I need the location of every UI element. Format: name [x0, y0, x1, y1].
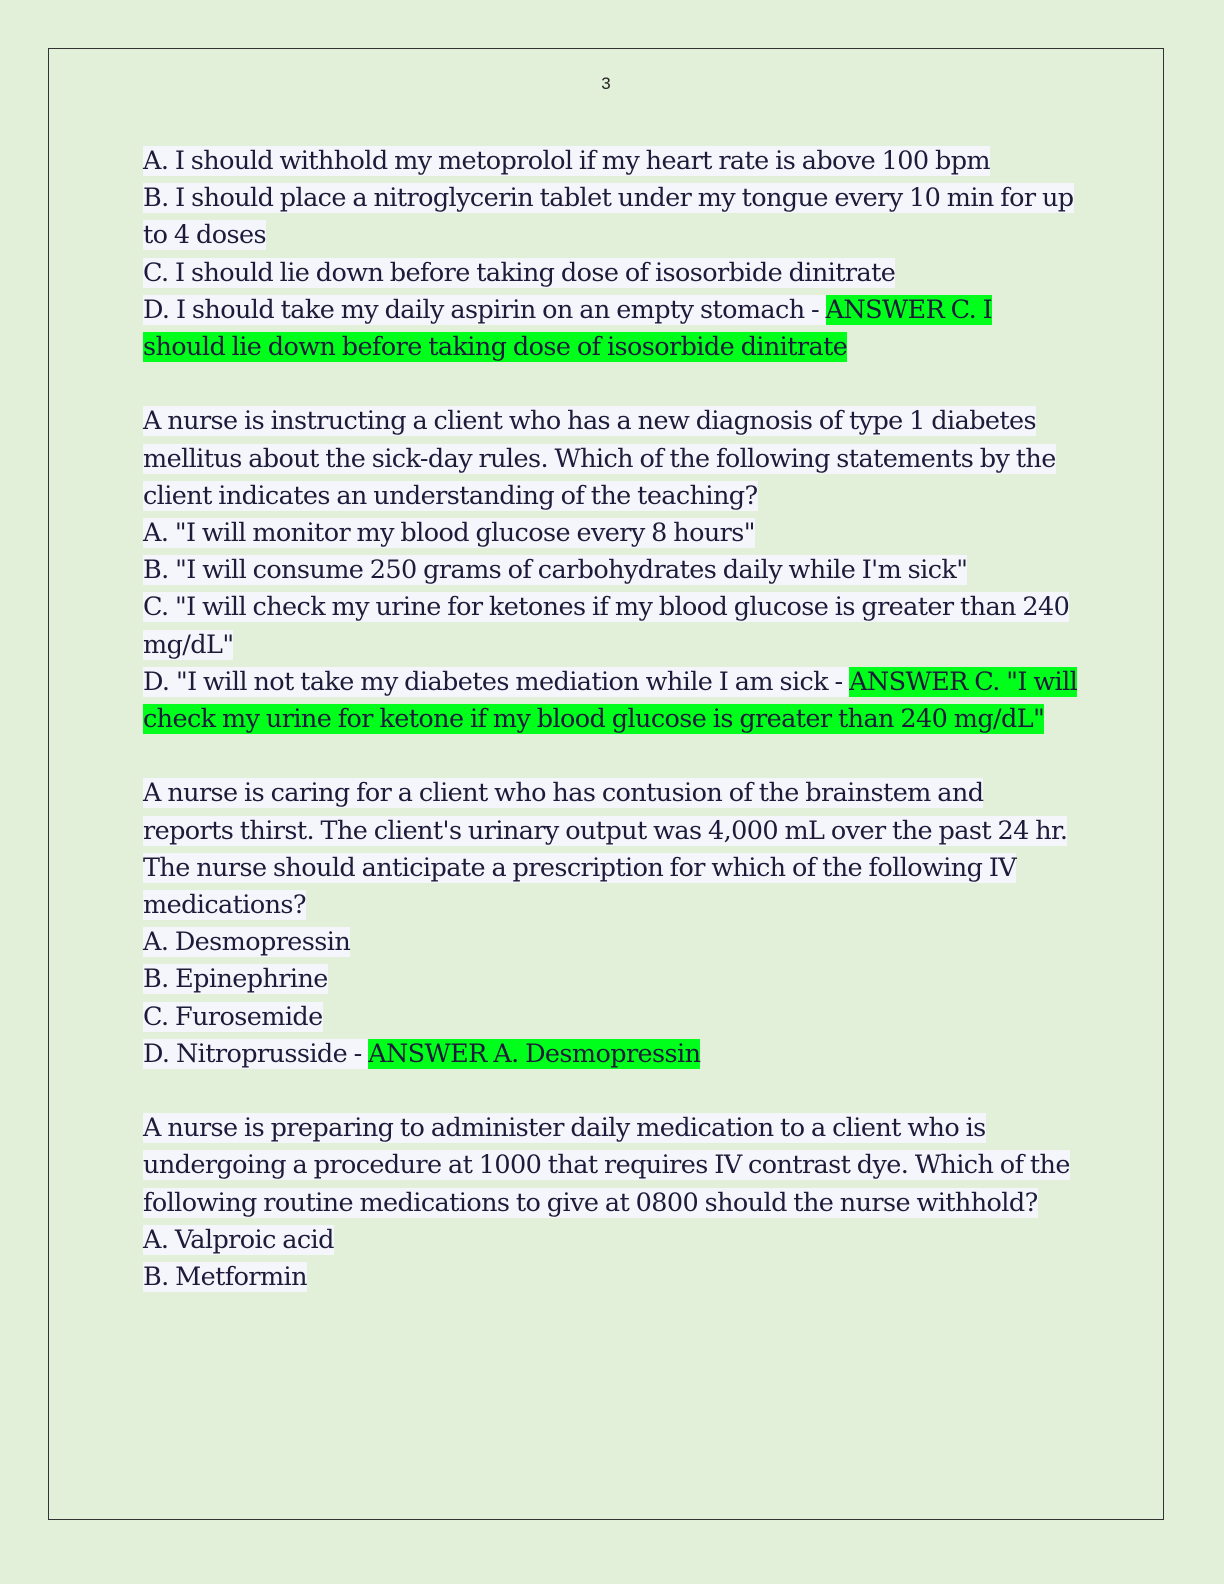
option-line: B. "I will consume 250 grams of carbohydrates daily while I'm sick" — [143, 555, 968, 586]
spacer — [143, 366, 1078, 403]
option-line: B. Metformin — [143, 1262, 307, 1293]
document-body — [143, 143, 1078, 1296]
answer-highlight: ANSWER C. "I will check my urine for ketone if my blood glucose is greater than 240 mg/dL" — [143, 666, 1078, 735]
option-line: A. Valproic acid — [143, 1224, 334, 1255]
option-line-with-answer: D. I should take my daily aspirin on an empty stomach - ANSWER C. I should lie down before taking dose of isosorbide dinitrate — [143, 294, 993, 363]
option-line: C. Furosemide — [143, 1001, 323, 1032]
option-line: B. I should place a nitroglycerin tablet under my tongue every 10 min for up to 4 doses — [143, 183, 1074, 251]
question-block-1 — [143, 143, 1078, 366]
spacer — [143, 738, 1078, 775]
answer-highlight: ANSWER C. I should lie down before taking dose of isosorbide dinitrate — [143, 294, 993, 363]
question-stem: A nurse is preparing to administer daily medication to a client who is undergoing a procedure at 1000 that requires IV contrast dye. Which of the following routine medications to give at 0800 should the nurse withhold? — [143, 1113, 1070, 1218]
spacer — [143, 1073, 1078, 1110]
question-block-3 — [143, 775, 1078, 1073]
option-line: B. Epinephrine — [143, 964, 328, 995]
answer-highlight: ANSWER A. Desmopressin — [368, 1038, 701, 1069]
option-line: C. "I will check my urine for ketones if my blood glucose is greater than 240 mg/dL" — [143, 592, 1070, 660]
option-line-with-answer: D. Nitroprusside - ANSWER A. Desmopressin — [143, 1038, 701, 1069]
option-line: A. "I will monitor my blood glucose every 8 hours" — [143, 518, 755, 549]
question-block-4 — [143, 1110, 1078, 1296]
option-line-with-answer: D. "I will not take my diabetes mediation while I am sick - ANSWER C. "I will check my urine for ketone if my blood glucose is greater than 240 mg/dL" — [143, 666, 1078, 735]
option-line: A. Desmopressin — [143, 927, 351, 958]
option-line: C. I should lie down before taking dose of isosorbide dinitrate — [143, 257, 896, 288]
question-stem: A nurse is caring for a client who has contusion of the brainstem and reports thirst. The client's urinary output was 4,000 mL over the past 24 hr. The nurse should anticipate a prescription for which of the following IV medications? — [143, 778, 1068, 921]
question-stem: A nurse is instructing a client who has a new diagnosis of type 1 diabetes mellitus about the sick-day rules. Which of the following statements by the client indicates an understanding of the teaching? — [143, 406, 1056, 511]
page-number: 3 — [601, 74, 611, 93]
question-block-2 — [143, 403, 1078, 738]
option-line: A. I should withhold my metoprolol if my heart rate is above 100 bpm — [143, 146, 991, 176]
